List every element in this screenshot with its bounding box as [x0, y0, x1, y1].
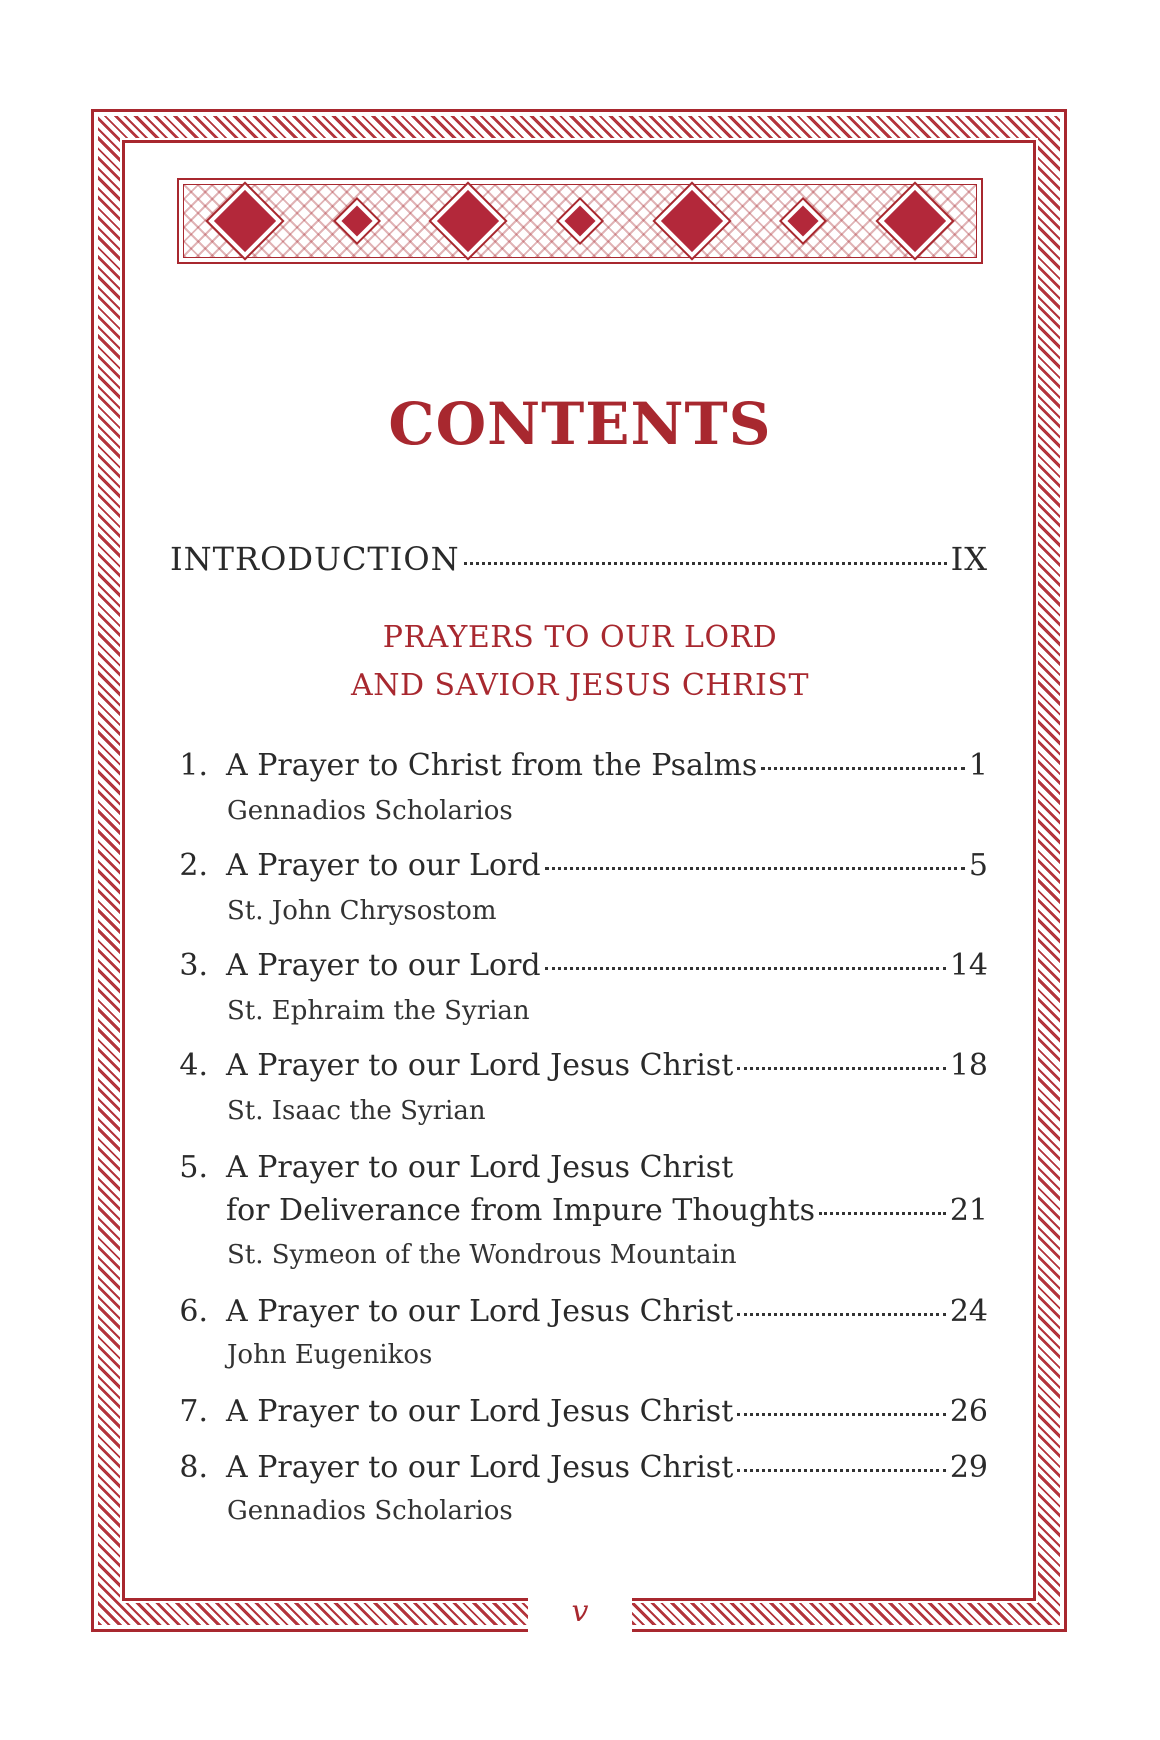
entry-number: 4.: [179, 1048, 208, 1083]
entry-number: 2.: [179, 848, 208, 883]
toc-entry-introduction[interactable]: [170, 540, 988, 578]
leader-dots: [737, 1067, 946, 1070]
toc-entry-title: for Deliverance from Impure Thoughts: [226, 1193, 816, 1228]
toc-page-number: IX: [950, 540, 988, 578]
toc-entry-title: A Prayer to Christ from the Psalms: [226, 748, 758, 783]
entry-author: St. Isaac the Syrian: [227, 1096, 486, 1126]
section-heading-line-1: PRAYERS TO OUR LORD: [382, 620, 778, 655]
entry-number: 3.: [179, 948, 208, 983]
toc-entry[interactable]: [226, 848, 988, 883]
entry-number: 6.: [179, 1294, 208, 1329]
toc-entry-title: A Prayer to our Lord: [226, 848, 541, 883]
leader-dots: [761, 767, 965, 770]
entry-author: St. Ephraim the Syrian: [227, 996, 530, 1026]
toc-entry-label: INTRODUCTION: [170, 540, 460, 578]
entry-author: St. Symeon of the Wondrous Mountain: [227, 1240, 737, 1270]
leader-dots: [545, 867, 965, 870]
toc-entry-title: A Prayer to our Lord Jesus Christ: [226, 1048, 734, 1083]
ornament-motif-icon: [341, 205, 372, 236]
entry-author: Gennadios Scholarios: [227, 796, 513, 826]
ornament-pattern: [183, 184, 977, 258]
toc-page-number: 21: [949, 1193, 988, 1228]
entry-number: 7.: [179, 1394, 208, 1429]
entry-author: John Eugenikos: [227, 1340, 433, 1370]
leader-dots: [545, 967, 946, 970]
toc-entry[interactable]: [226, 948, 988, 983]
toc-entry-title: A Prayer to our Lord Jesus Christ: [226, 1450, 734, 1485]
toc-page-number: 24: [949, 1294, 988, 1329]
toc-page-number: 14: [949, 948, 988, 983]
ornament-motif-icon: [437, 190, 499, 252]
ornament-motif-icon: [564, 205, 595, 236]
leader-dots: [737, 1413, 946, 1416]
leader-dots: [464, 562, 947, 565]
leader-dots: [737, 1469, 946, 1472]
toc-page-number: 18: [949, 1048, 988, 1083]
toc-entry[interactable]: [226, 1048, 988, 1083]
section-heading-line-2: AND SAVIOR JESUS CHRIST: [351, 668, 809, 703]
entry-number: 5.: [179, 1150, 208, 1185]
ornament-motif-icon: [214, 190, 276, 252]
ornamental-header-band-icon: [177, 178, 983, 264]
entry-author: St. John Chrysostom: [227, 896, 497, 926]
entry-number: 1.: [179, 748, 208, 783]
toc-entry[interactable]: [226, 1193, 988, 1228]
leader-dots: [819, 1212, 946, 1215]
entry-author: Gennadios Scholarios: [227, 1496, 513, 1526]
toc-entry[interactable]: [226, 748, 988, 783]
toc-entry-title: A Prayer to our Lord Jesus Christ: [226, 1294, 734, 1329]
entry-number: 8.: [179, 1450, 208, 1485]
toc-entry-title-line-1: A Prayer to our Lord Jesus Christ: [226, 1150, 734, 1185]
page-number: v: [571, 1594, 589, 1629]
toc-entry[interactable]: [226, 1294, 988, 1329]
ornament-motif-icon: [884, 190, 946, 252]
toc-page-number: 26: [949, 1394, 988, 1429]
toc-page-number: 1: [968, 748, 988, 783]
page-title: CONTENTS: [388, 390, 772, 458]
ornament-motif-icon: [788, 205, 819, 236]
leader-dots: [737, 1313, 946, 1316]
toc-entry[interactable]: [226, 1450, 988, 1485]
toc-page-number: 5: [968, 848, 988, 883]
toc-entry[interactable]: [226, 1394, 988, 1429]
toc-page-number: 29: [949, 1450, 988, 1485]
toc-entry-title: A Prayer to our Lord: [226, 948, 541, 983]
toc-entry-title: A Prayer to our Lord Jesus Christ: [226, 1394, 734, 1429]
ornament-motif-icon: [660, 190, 722, 252]
